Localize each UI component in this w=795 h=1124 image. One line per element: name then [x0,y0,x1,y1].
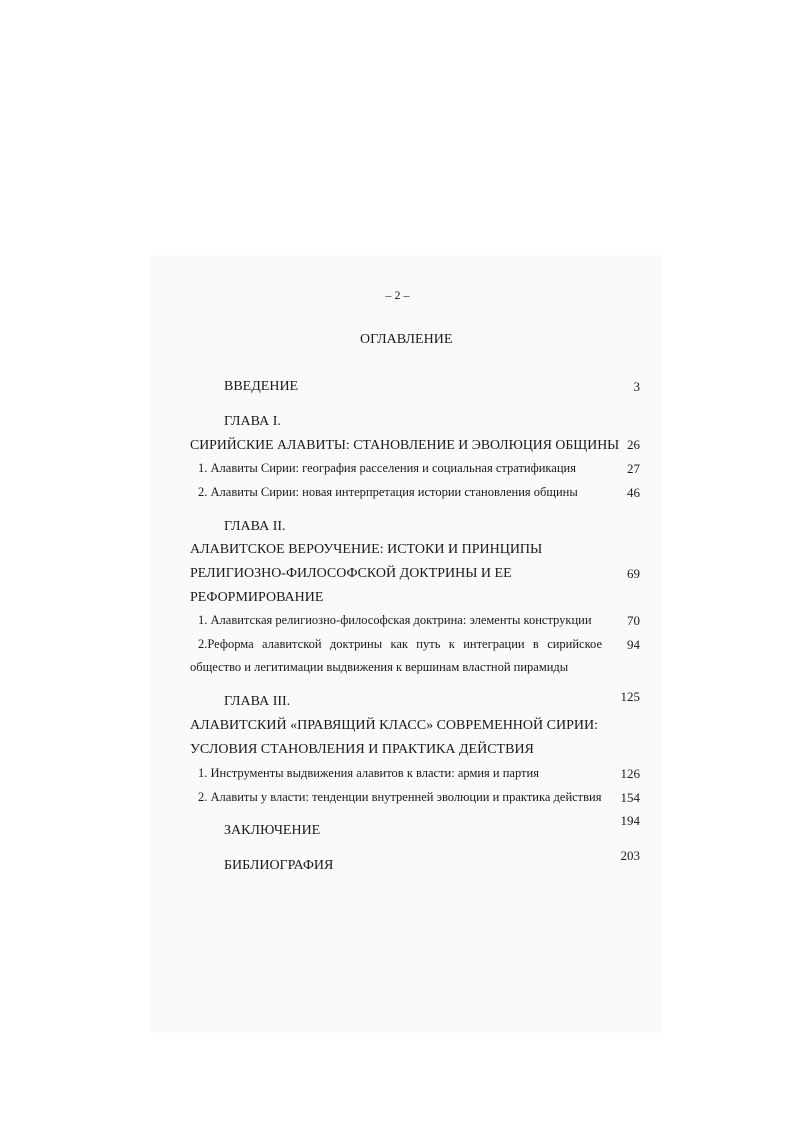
chapter3-label: ГЛАВА III. [224,694,291,709]
chapter1-page: 26 [627,437,640,452]
chapter1-section1-page: 27 [627,461,640,476]
chapter3-title-line2: УСЛОВИЯ СТАНОВЛЕНИЯ И ПРАКТИКА ДЕЙСТВИЯ [190,742,534,757]
chapter1-section2-title: 2. Алавиты Сирии: новая интерпретация истории становления общины [198,485,578,499]
chapter1-title: СИРИЙСКИЕ АЛАВИТЫ: СТАНОВЛЕНИЕ И ЭВОЛЮЦИЯ ОБЩИНЫ [190,437,620,452]
bibliography-label: БИБЛИОГРАФИЯ [224,858,334,873]
chapter3-title-line1: АЛАВИТСКИЙ «ПРАВЯЩИЙ КЛАСС» СОВРЕМЕННОЙ СИРИИ: [190,718,598,733]
toc-intro-label: ВВЕДЕНИЕ [224,379,299,394]
conclusion-page: 194 [620,813,640,828]
chapter2-title-line1: АЛАВИТСКОЕ ВЕРОУЧЕНИЕ: ИСТОКИ И ПРИНЦИПЫ [190,542,543,557]
conclusion-label: ЗАКЛЮЧЕНИЕ [224,823,321,838]
chapter3-page: 125 [620,689,640,704]
chapter2-section2-title-line1: 2.Реформа алавитской доктрины как путь к интеграции в сирийское [198,637,602,651]
chapter1-section2-page: 46 [627,485,640,500]
chapter3-section2-page: 154 [620,790,640,805]
chapter2-title-line3: РЕФОРМИРОВАНИЕ [190,590,324,605]
chapter2-section1-page: 70 [627,613,640,628]
chapter2-label: ГЛАВА II. [224,519,286,534]
chapter2-page: 69 [627,566,640,581]
toc-title: ОГЛАВЛЕНИЕ [360,332,453,347]
chapter2-title-line2: РЕЛИГИОЗНО-ФИЛОСОФСКОЙ ДОКТРИНЫ И ЕЕ [190,566,512,581]
chapter1-label: ГЛАВА I. [224,414,281,429]
chapter2-section2-page: 94 [627,637,640,652]
chapter3-section1-page: 126 [620,766,640,781]
toc-intro-page: 3 [633,379,640,394]
chapter1-section1-title: 1. Алавиты Сирии: география расселения и социальная стратификация [198,461,576,475]
chapter2-section1-title: 1. Алавитская религиозно-философская доктрина: элементы конструкции [198,613,592,627]
chapter3-section1-title: 1. Инструменты выдвижения алавитов к власти: армия и партия [198,766,539,780]
chapter3-section2-title: 2. Алавиты у власти: тенденции внутренней эволюции и практика действия [198,790,602,804]
chapter2-section2-title-line2: общество и легитимации выдвижения к вершинам властной пирамиды [190,660,569,674]
page-number: – 2 – [385,288,410,302]
bibliography-page: 203 [620,848,640,863]
